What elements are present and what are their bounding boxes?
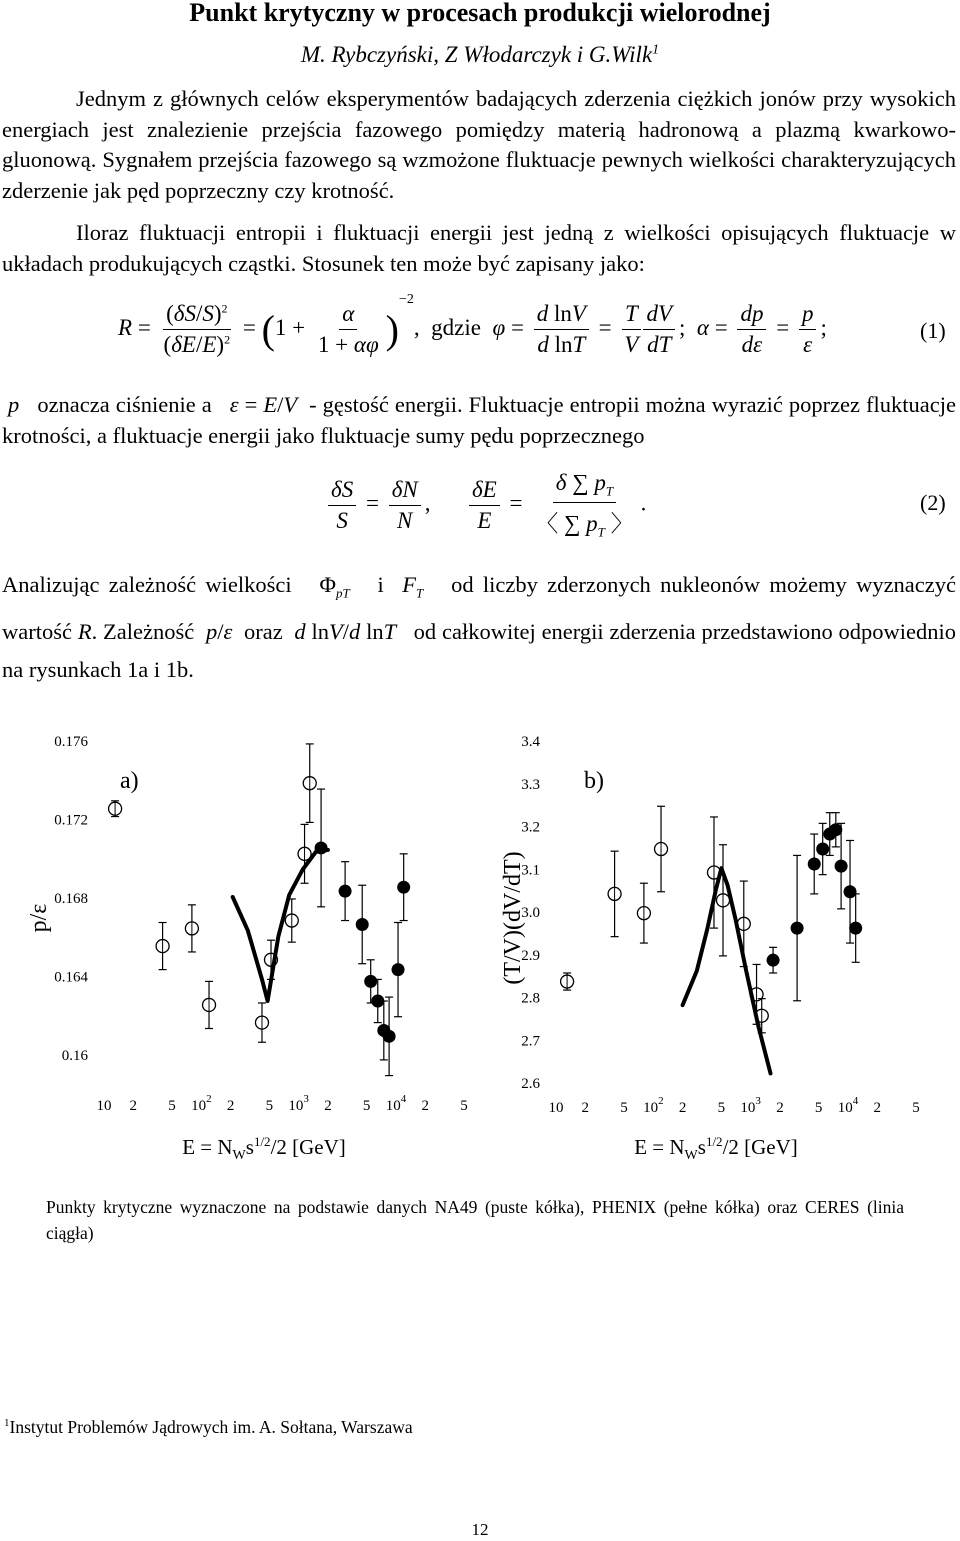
fig-a-ytick-label: 0.168 <box>54 891 88 907</box>
fig-b-xtick-label: $10^3$ <box>740 1095 761 1116</box>
fig-b-xtick-label: 5 <box>620 1100 628 1116</box>
authors-names: M. Rybczyński, Z Włodarczyk i G.Wilk <box>300 42 653 67</box>
fig-a-phenix-point <box>356 918 369 931</box>
fig-b-ytick-label: 3.3 <box>521 776 540 793</box>
fig-a-phenix-point <box>383 1030 396 1043</box>
fig-a-panel-label: a) <box>120 768 139 794</box>
fig-a-phenix-point <box>364 975 377 988</box>
footnote <box>4 1417 413 1438</box>
equation-2-number: (2) <box>920 490 946 515</box>
fig-a-phenix-point <box>339 885 352 898</box>
para3-start: oznacza ciśnienie a <box>37 392 212 417</box>
fig-a-xtick-label: 2 <box>226 1098 235 1114</box>
fig-a-xtick-label: $10^3$ <box>288 1093 309 1114</box>
fig-a-xtick-label: 5 <box>460 1098 468 1114</box>
equation-2: $\frac{\delta S}{S}$ = $\frac{\delta N}{N}$ , $\frac{\delta E}{E}$ = $\frac{\delta \sum p_T}{〈 \sum p_T 〉}$ . <box>324 470 646 540</box>
fig-a-ytick-label: 0.164 <box>54 969 88 986</box>
fig-b-phenix-point <box>816 843 829 856</box>
para4-a: Analizując zależność wielkości <box>2 572 292 597</box>
para4-e: oraz <box>244 618 283 644</box>
para4-f: od całkowitej energii zderzenia przedstawiono odpowiednio na rysunkach 1a i 1b. <box>2 618 957 682</box>
fig-b-y-axis-label: (T/V)(dV/dT) <box>500 851 526 985</box>
fig-b-phenix-point <box>849 922 862 935</box>
fig-b-xtick-label: 2 <box>776 1100 784 1116</box>
fig-a-xtick-label: 2 <box>129 1098 138 1114</box>
fig-b-phenix-point <box>829 823 842 836</box>
fig-a-xtick-label: 5 <box>362 1098 371 1114</box>
fig-b-xtick-label: 5 <box>912 1100 920 1116</box>
para4-b: i <box>377 572 384 597</box>
fig-b-ytick-label: 2.7 <box>521 1033 540 1050</box>
fig-a-xtick-label: $10^4$ <box>385 1093 407 1114</box>
authors <box>0 42 960 68</box>
para3-rest: - gęstość energii. Fluktuacje entropii można wyrazić poprzez fluktuacje krotności, a fluktuacje energii jako fluktuacje sumy pędu poprzecznego <box>2 392 956 448</box>
figure-1b <box>480 718 960 1198</box>
fig-a-phenix-point <box>397 881 410 894</box>
fig-a-xtick-label: 10 <box>96 1098 112 1114</box>
fig-b-xtick-label: 2 <box>581 1100 590 1116</box>
fig-b-xtick-label: $10^2$ <box>643 1095 664 1116</box>
fig-b-ytick-label: 2.9 <box>521 947 540 964</box>
fig-b-ytick-label: 3.0 <box>521 905 540 921</box>
fig-b-phenix-point <box>835 860 848 873</box>
fig-b-xtick-label: $10^4$ <box>837 1095 859 1116</box>
figure-caption: Punkty krytyczne wyznaczone na podstawie danych NA49 (puste kółka), PHENIX (pełne kółka) oraz CERES (linia ciągła) <box>46 1197 904 1243</box>
paragraph-ratio: Iloraz fluktuacji entropii i fluktuacji energii jest jedną z wielkości opisujących fluktuacje w układach produkujących cząstki. Stosunek ten może być zapisany jako: <box>2 220 956 276</box>
fig-b-panel-label: b) <box>584 768 604 794</box>
fig-b-ytick-label: 3.2 <box>521 819 540 836</box>
paragraph-intro: Jednym z głównych celów eksperymentów badających zderzenia ciężkich jonów przy wysokich energiach jest znalezienie przejścia fazowego pomiędzy materią hadronową a plazmą kwarkowo-gluonową. Sygnałem przejścia fazowego są wzmożone fluktuacje pewnych wielkości charakteryzujących zderzenie jak pęd poprzeczny czy krotność. <box>2 86 956 203</box>
fig-b-xtick-label: 2 <box>678 1100 687 1116</box>
fig-a-x-axis-label: $E = N_Ws^{1/2}/2$ [GeV] <box>182 1134 346 1163</box>
fig-b-ytick-label: 2.8 <box>521 990 540 1007</box>
fig-a-xtick-label: $10^2$ <box>191 1093 212 1114</box>
fig-b-phenix-point <box>791 922 804 935</box>
fig-a-phenix-point <box>392 963 405 976</box>
page-number: 12 <box>471 1520 489 1539</box>
fig-a-ceres-line <box>233 850 328 1001</box>
page-title: Punkt krytyczny w procesach produkcji wielorodnej <box>189 0 771 27</box>
fig-b-xtick-label: 5 <box>814 1100 823 1116</box>
footnote-text: Instytut Problemów Jądrowych im. A. Sołtana, Warszawa <box>9 1417 413 1437</box>
fig-a-y-axis-label: p/ε <box>26 903 52 933</box>
fig-a-ytick-label: 0.16 <box>61 1048 88 1064</box>
eq1-gdzie: gdzie <box>431 315 481 340</box>
para4-d: . Zależność <box>91 618 195 644</box>
paragraph-pressure: p oznacza ciśnienie a ε = E/V - gęstość energii. Fluktuacje entropii można wyrazić poprzez fluktuacje krotności, a fluktuacje energii jako fluktuacje sumy pędu poprzecznego <box>2 392 956 448</box>
fig-b-phenix-point <box>767 954 780 967</box>
fig-a-ytick-label: 0.172 <box>54 812 88 829</box>
fig-a-xtick-label: 5 <box>168 1098 176 1114</box>
footnote-mark: 1 <box>4 1417 10 1430</box>
fig-b-phenix-point <box>808 857 821 870</box>
equation-1-number: (1) <box>920 318 946 343</box>
fig-b-xtick-label: 2 <box>873 1100 882 1116</box>
paragraph-analysis: Analizując zależność wielkości $\Phi_{pT}$ i $F_T$ od liczby zderzonych nukleonów możemy wyznaczyć wartość R. Zależność p/ε oraz d lnV/d lnT od całkowitej energii zderzenia przedstawiono odpowiednio na rysunkach 1a i 1b. <box>2 572 957 682</box>
authors-footnote-mark: 1 <box>652 42 660 58</box>
figure-1a <box>0 718 480 1198</box>
fig-a-ytick-label: 0.176 <box>54 734 88 750</box>
fig-a-xtick-label: 2 <box>421 1098 430 1114</box>
fig-a-xtick-label: 2 <box>324 1098 332 1114</box>
fig-a-xtick-label: 5 <box>265 1098 274 1114</box>
fig-b-phenix-point <box>844 885 857 898</box>
fig-b-ytick-label: 3.1 <box>521 862 540 879</box>
fig-b-x-axis-label: $E = N_Ws^{1/2}/2$ [GeV] <box>634 1134 798 1163</box>
fig-b-xtick-label: 5 <box>717 1100 726 1116</box>
para4-c: od liczby zderzonych nukleonów możemy wyznaczyć wartość <box>2 572 957 644</box>
equation-1: R = $\frac{(\delta S/S)^2}{(\delta E/E)^2}$ = (1 + $\frac{\alpha}{1 + \alpha\varphi}$ )$^{-2}$, gdzie φ = $\frac{\text{d lnV}}{\text{d lnT}}$ = $\frac{T}{V}$ $\frac{dV}{dT}$ ; α = $\frac{dp}{d\varepsilon}$ = $\frac{p}{\varepsilon}$ ; <box>118 292 827 358</box>
fig-b-ytick-label: 3.4 <box>521 734 540 750</box>
fig-b-xtick-label: 10 <box>548 1100 564 1116</box>
fig-b-ytick-label: 2.6 <box>521 1076 540 1092</box>
